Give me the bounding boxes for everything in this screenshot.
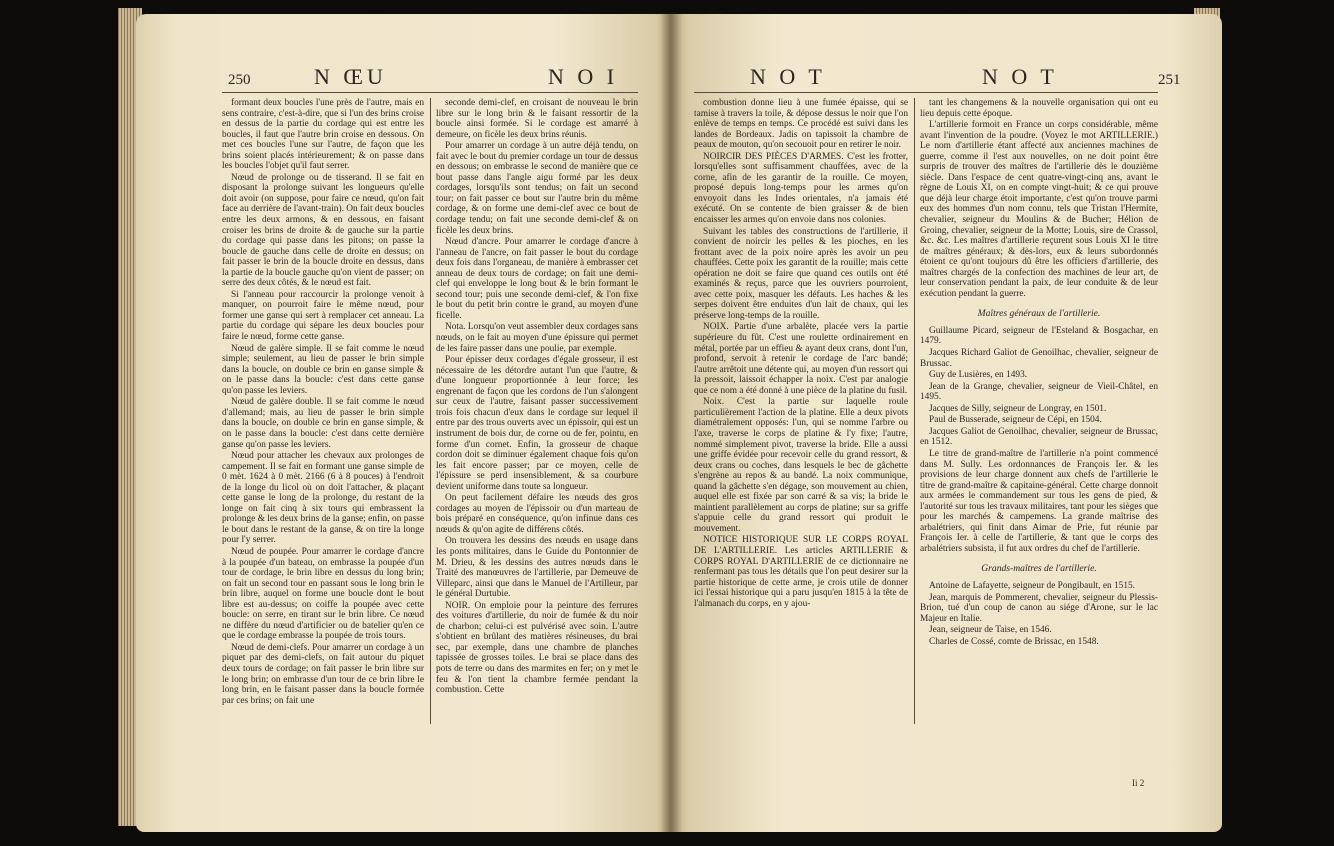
paragraph: NOTICE HISTORIQUE SUR LE CORPS ROYAL DE L'ARTILLERIE. Les articles ARTILLERIE & CORPS ROYAL D'ARTILLERIE de ce dictionnaire ne renfermant pas tous les détails que l'on peut desirer sur la partie historique de cette arme, je crois utile de donner ici l'essai historique qui a paru jusqu'en 1815 à la tête de l'almanach du corps, en y ajou- — [694, 535, 908, 609]
paragraph: combustion donne lieu à une fumée épaisse, qui se tamise à travers la toile, & dépose dessus le noir que l'on enlève de temps en temps. Ce procédé est suivi dans les landes de Bordeaux. Jadis on tapissoit la chambre de peaux de mouton, qu'on secouoit pour en retirer le noir. — [694, 98, 908, 151]
paragraph: NOIRCIR DES PIÈCES D'ARMES. C'est les frotter, lorsqu'elles sont suffisamment chauffées, avec de la corne, afin de les garantir de la rouille. Ce moyen, proposé depuis long-temps pour les armes qu'on envoyoit dans les Indes orientales, n'a jamais été exécuté. On se contente de bien graisser & de bien encaisser les armes qu'on envoie dans nos colonies. — [694, 151, 908, 226]
list-item: Guillaume Picard, seigneur de l'Esteland & Bosgachar, en 1479. — [920, 325, 1158, 347]
left-running-head-2: N O I — [548, 64, 619, 89]
left-page — [136, 14, 670, 832]
paragraph: formant deux boucles l'une près de l'autre, mais en sens contraire, c'est-à-dire, que si l'un des brins croise en dessus de la partie du cordage qui est entre les boucles, il faut que l'autre brin croise en dessous. On met ces boucles l'une sur l'autre, de façon que les brins soient placés intérieurement; & on passe dans les boucles l'objet qu'il faut serrer. — [222, 98, 424, 172]
list-item: Jacques de Silly, seigneur de Longray, en 1501. — [929, 403, 1107, 414]
list-item: Jacques Galiot de Genoilhac, chevalier, seigneur de Brussac, en 1512. — [920, 426, 1158, 448]
right-column-1 — [694, 98, 908, 609]
paragraph: Nœud de demi-clefs. Pour amarrer un cordage à un piquet par des demi-clefs, on fait autour du piquet deux tours de cordage; on fait passer le brin libre sur le long brin; on embrasse d'un tour de ce brin libre le long brin, en le faisant passer dans la boucle formée par ces brins; on fait une — [222, 642, 424, 706]
grand-masters-list — [920, 581, 1158, 647]
list-item: Jean, marquis de Pommerent, chevalier, seigneur du Plessis-Brion, tué d'un coup de canon au siége d'Arone, sur le lac Majeur en Italie. — [920, 592, 1158, 624]
left-column-2 — [436, 98, 638, 696]
paragraph: L'artillerie formoit en France un corps considérable, même avant l'invention de la poudre. (Voyez le mot ARTILLERIE.) Le nom d'artillerie étant affecté aux anciennes machines de guerre, comme il l'est aux nouvelles, on ne doit point être surpris de trouver des maîtres de l'artillerie dès le douzième siècle. Dans l'espace de cent quatre-vingt-cinq ans, avant le règne de Louis XI, on en compte vingt-huit; & ce qui prouve que déjà leur charge étoit importante, c'est qu'on trouve parmi eux des hommes d'un nom connu, tels que Tristan l'Hermite, chevalier, seigneur du Moulins & de Bucher; Hélion de Groing, chevalier, seigneur de la Motte; Louis, sire de Crassol, &c. &c. Les maîtres d'artillerie reçurent sous Louis XI le titre de maîtres généraux; & dès-lors, eux & leurs subordonnés étoient ce qu'ont toujours dû être les officiers d'artillerie, des maîtres chargés de la confection des machines de leur art, de leur conservation pendant la paix, de leur conduite & de leur exécution pendant la guerre. — [920, 120, 1158, 299]
list-item: Jean, seigneur de Taise, en 1546. — [929, 625, 1052, 636]
list-item: Charles de Cossé, comte de Brissac, en 1548. — [929, 636, 1099, 647]
right-page — [670, 14, 1222, 832]
paragraph: seconde demi-clef, en croisant de nouveau le brin libre sur le long brin & le faisant ressortir de la boucle ainsi formée. Si le cordage est amarré à demeure, on ficèle les deux brins réunis. — [436, 98, 638, 140]
left-column-1 — [222, 98, 424, 706]
paragraph: tant les changemens & la nouvelle organisation qui ont eu lieu depuis cette époque. — [920, 98, 1158, 119]
list-item: Antoine de Lafayette, seigneur de Pongibault, en 1515. — [929, 580, 1136, 591]
paragraph: Suivant les tables des constructions de l'artillerie, il convient de noircir les pelles & les pioches, en les frottant avec de la poix noire après les avoir un peu chauffées. Cette poix les garantit de la rouille; mais cette opération ne doit se faire que quand ces outils ont été examinés & reçus, parce que les ouvriers pourroient, avec cette poix, masquer les défauts. Les haches & les serpes doivent être enduites d'un lait de chaux, qui les préserve long-temps de la rouille. — [694, 226, 908, 321]
section-heading-maitres: Maîtres généraux de l'artillerie. — [977, 308, 1101, 320]
paragraph: Pour épisser deux cordages d'égale grosseur, il est nécessaire de les détordre autant l'un que l'autre, & d'une longueur proportionnée à leur force; les engrenant de façon que les cordons de l'un s'alongent sur ceux de l'autre, faisant passer successivement trois fois chacun d'eux dans le cordage sur lequel il entre par des trous ouverts avec un épissoir, qui est un instrument de bois dur, de corne ou de fer, pointu, en forme d'un cornet. Enfin, la grosseur de chaque cordon doit se diminuer également chaque fois qu'on les fait encore passer; par ce moyen, celle de l'épissure se perd insensiblement, & sa courbure devient uniforme dans toute sa longueur. — [436, 355, 638, 492]
left-running-head-1: N ŒU — [314, 64, 387, 89]
paragraph: NOIX. Partie d'une arbalète, placée vers la partie supérieure du fût. C'est une roulette ordinairement en métal, portée par un effieu & ayant deux crans, dont l'un, profond, servoit à retenir le cordage de l'arc bandé; l'autre arrêtoit une détente qui, au moyen d'un ressort qui la pressoit, laissoit échapper la noix. C'est par analogie que ce nom a été donné à une pièce de la platine du fusil. — [694, 322, 908, 396]
signature-mark: Ii 2 — [1132, 778, 1145, 788]
column-rule — [430, 98, 431, 724]
paragraph: NOIR. On emploie pour la peinture des ferrures des voitures d'artillerie, du noir de fumée & du noir de charbon; celui-ci est pulvérisé avec soin. L'autre s'obtient en brûlant des matières résineuses, du brai sec, par exemple, dans une chambre de planches tapissée de grosses toiles. Le brai se place dans des pots de terre ou dans des marmites en fer; on y met le feu & l'on tient la chambre fermée pendant la combustion. Cette — [436, 600, 638, 696]
paragraph: Nœud d'ancre. Pour amarrer le cordage d'ancre à l'anneau de l'ancre, on fait passer le bout du cordage deux fois dans l'organeau, de manière à embrasser cet anneau de deux tours de cordage; on fait une demi-clef qui enveloppe le long bout & le brin formant le second tour; puis une seconde demi-clef, & l'on fixe le bout du petit brin contre le grand, au moyen d'une ficelle. — [436, 237, 638, 321]
right-folio: 251 — [1158, 72, 1181, 88]
paragraph: Noix. C'est la partie sur laquelle roule particulièrement l'action de la platine. Elle a deux pivots diamétralement opposés: l'un, qui se nomme l'arbre ou l'axe, traverse le corps de platine & l'y fixe; l'autre, nommé simplement pivot, traverse la bride. Elle a aussi une griffe évidée pour recevoir celle du grand ressort, & deux crans ou coches, dans lesquels le bec de gâchette s'engrène au repos & au bandé. La noix communique, quand la gâchette s'en dégage, son mouvement au chien, auquel elle est fixée par son carré & sa vis; la bride le maintient parallèlement au corps de platine; sur sa griffe s'appuie celle du grand ressort qui produit le mouvement. — [694, 397, 908, 534]
notice-continuation — [920, 98, 1158, 299]
right-running-head-1: N O T — [750, 64, 826, 89]
paragraph: Nœud de prolonge ou de tisserand. Il se fait en disposant la prolonge suivant les longueurs qu'elle doit avoir (on suppose, pour faire ce nœud, qu'on fait face au derrière de l'avant-train). On fait deux boucles entre les deux armons, & en dessous, en faisant croiser les brins de droite & de gauche sur la partie du cordage qui passe dans les pitons; on passe la boucle de gauche dans celle de droite en dessus; on fait passer le brin de la boucle droite en dessus, dans la partie de la boucle gauche qu'on vient de passer; on serre des deux côtés, & le nœud est fait. — [222, 172, 424, 289]
column-rule — [914, 98, 915, 724]
list-item: Jean de la Grange, chevalier, seigneur de Vieil-Châtel, en 1495. — [920, 381, 1158, 403]
head-rule — [694, 92, 1158, 93]
paragraph: Nota. Lorsqu'on veut assembler deux cordages sans nœuds, on le fait au moyen d'une épissure qui permet de les faire passer dans une poulie, par exemple. — [436, 322, 638, 354]
list-item: Guy de Lusières, en 1493. — [929, 370, 1028, 381]
section-heading-grands-maitres: Grands-maîtres de l'artillerie. — [981, 563, 1097, 575]
masters-list — [920, 326, 1158, 448]
paragraph: Pour amarrer un cordage à un autre déjà tendu, on fait avec le bout du premier cordage un tour de dessus en dessous; on embrasse le second de manière que ce bout passe dans l'angle aigu formé par les deux cordages, lorsqu'ils sont tendus; on fait un second tour; on fait passer ce bout sur l'autre brin du même cordage, & on forme une demi-clef avec ce bout de cordage tendu; on fait une seconde demi-clef & on ficèle les deux brins. — [436, 141, 638, 236]
paragraph: Nœud pour attacher les chevaux aux prolonges de campement. Il se fait en formant une ganse simple de 0 mèt. 1624 à 0 mèt. 2166 (6 à 8 pouces) à l'endroit de la longe du licol où on doit l'attacher, & plaçant cette ganse le long de la prolonge, du restant de la longe on fait cinq à six tours qui embrassent la prolonge & les deux brins de la ganse; enfin, on passe le bout dans le restant de la ganse, & on tire la longe pour l'y serrer. — [222, 451, 424, 546]
left-folio: 250 — [228, 72, 251, 88]
right-column-2 — [920, 98, 1158, 647]
list-item: Jacques Richard Galiot de Genoilhac, chevalier, seigneur de Brussac. — [920, 348, 1158, 369]
grand-master-paragraph: Le titre de grand-maître de l'artillerie n'a point commencé dans M. Sully. Les ordonnances de François Ier. & les provisions de leur charge donnent aux chefs de l'artillerie le titre de grand-maître & capitaine-général. Cette charge donnoit aux armées le commandement sur tous les gens de pied, & l'autorité sur tous les travaux militaires, tant pour les sièges que pour les marchés & campemens. La grande maîtrise des arbalétriers, qui finit dans Aimar de Prie, fut réunie par François Ier. à celle de l'artillerie, & tant que le corps des arbalétriers subsista, il fut aux ordres du chef de l'artillerie. — [920, 448, 1158, 554]
list-item: Paul de Busserade, seigneur de Cépi, en 1504. — [929, 415, 1102, 426]
paragraph: Si l'anneau pour raccourcir la prolonge venoit à manquer, on pourroit faire le même nœud, pour former une ganse qui sert à remplacer cet anneau. La partie du cordage qui sépare les deux boucles pour faire le nœud, forme cette ganse. — [222, 289, 424, 343]
paragraph: On peut facilement défaire les nœuds des gros cordages au moyen de l'épissoir ou d'un marteau de bois préparé en conséquence, qu'on infinue dans ces nœuds & qu'on agite de différens côtés. — [436, 493, 638, 535]
right-running-head-2: N O T — [982, 64, 1058, 89]
paragraph: On trouvera les dessins des nœuds en usage dans les ponts militaires, dans le Guide du Pontonnier de M. Drieu, & les dessins des autres nœuds dans le Traité des manœuvres de l'artillerie, par Demeuve de Villeparc, ainsi que dans le Manuel de l'Artilleur, par le général Durtubie. — [436, 536, 638, 600]
book-gutter — [660, 14, 682, 832]
paragraph: Nœud de poupée. Pour amarrer le cordage d'ancre à la poupée d'un bateau, on embrasse la poupée d'un tour de cordage, le brin libre en dessus du long brin; on fait un second tour en passant sous le long brin le brin libre, auquel on forme une boucle dont le bout libre est au-dessus; on coiffe la poupée avec cette boucle: on serre, en tirant sur le brin libre. Ce nœud ne diffère du nœud d'artificier ou de batelier qu'en ce que le cordage embrasse la poupée de trois tours. — [222, 546, 424, 642]
paragraph: Nœud de galère simple. Il se fait comme le nœud simple; seulement, au lieu de passer le brin simple dans la boucle, on double ce brin en ganse simple & on le passe dans la boucle: c'est dans cette ganse qu'on passe les leviers. — [222, 343, 424, 396]
head-rule — [222, 92, 638, 93]
paragraph: Nœud de galère double. Il se fait comme le nœud d'allemand; mais, au lieu de passer le brin simple dans la boucle, on double ce brin en ganse simple, & on le passe dans la boucle: c'est dans cette dernière ganse qu'on passe les leviers. — [222, 397, 424, 450]
